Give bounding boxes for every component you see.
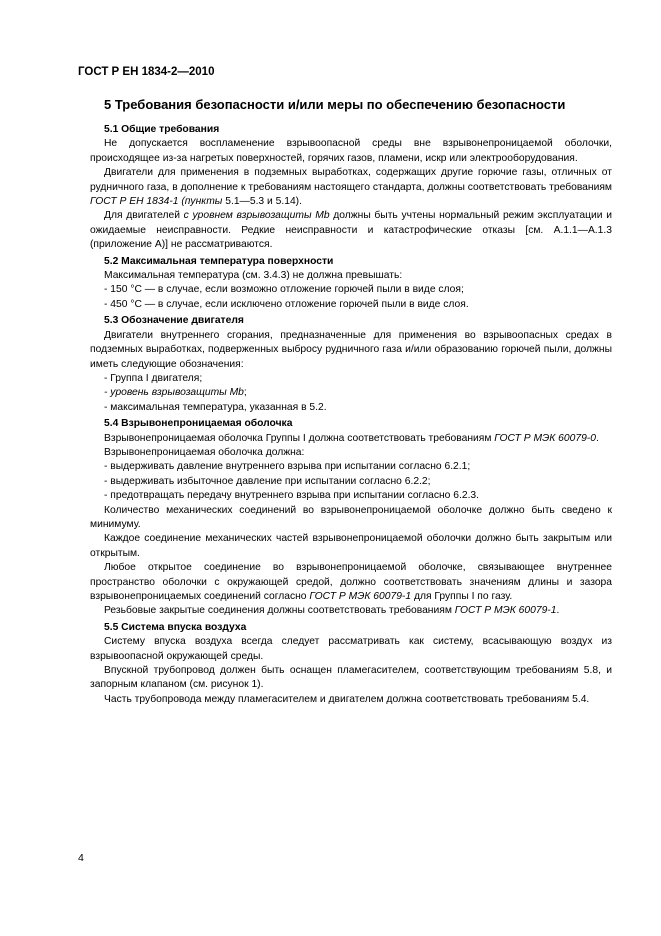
paragraph: Систему впуска воздуха всегда следует рассматривать как систему, всасывающую воздух из взрывоопасной окружающей среды.: [90, 636, 612, 662]
paragraph: [90, 432, 612, 446]
standard-reference: ГОСТ Р МЭК 60079-1: [309, 591, 412, 602]
text: Взрывонепроницаемая оболочка Группы I должна соответствовать требованиям: [104, 432, 495, 444]
list-item: - Группа I двигателя;: [104, 372, 203, 384]
list-item: [104, 386, 612, 400]
list-item: - максимальная температура, указанная в 5.2.: [104, 401, 327, 413]
paragraph: Не допускается воспламенение взрывоопасной среды вне взрывонепроницаемой оболочки, происходящее из-за нагретых поверхностей, горячих газов, пламени, искр или электрооборудования.: [90, 138, 612, 164]
text: Любое открытое соединение во взрывонепроницаемой оболочке, связывающее внутреннее пространство оболочки с окружающей средой, должно соответствовать значениям длины и зазора взрывонепроницаемых соединений согласно: [90, 562, 612, 602]
list-item: - выдерживать избыточное давление при испытании согласно 6.2.2;: [104, 475, 431, 487]
italic-term: с уровнем взрывозащиты Mb: [183, 210, 330, 222]
text: для Группы I по газу.: [411, 591, 513, 602]
paragraph: [90, 166, 612, 209]
list-item: - выдерживать давление внутреннего взрыва при испытании согласно 6.2.1;: [104, 461, 471, 473]
list-item: - 450 °С — в случае, если исключено отложение горючей пыли в виде слоя.: [104, 298, 469, 310]
paragraph: Взрывонепроницаемая оболочка должна:: [104, 446, 305, 458]
paragraph: [90, 561, 612, 604]
standard-reference: ГОСТ Р ЕН 1834-1 (пункты: [90, 196, 223, 208]
paragraph: Количество механических соединений во взрывонепроницаемой оболочке должно быть сведено к минимуму.: [90, 504, 612, 530]
text: Двигатели для применения в подземных выработках, содержащих другие горючие газы, отличных от рудничного газа, в дополнение к требованиям настоящего стандарта, должны соответствовать требованиям: [90, 167, 612, 193]
section-title: 5 Требования безопасности и/или меры по обеспечению безопасности: [104, 97, 566, 112]
subsection-heading-5-2: 5.2 Максимальная температура поверхности: [104, 255, 334, 267]
subsection-heading-5-3: 5.3 Обозначение двигателя: [104, 315, 244, 327]
text: Для двигателей: [104, 210, 184, 222]
list-item: - предотвращать передачу внутреннего взрыва при испытании согласно 6.2.3.: [104, 490, 480, 502]
paragraph: Часть трубопровода между пламегасителем и двигателем должна соответствовать требованиям 5.4.: [104, 693, 590, 705]
page-number: 4: [78, 852, 84, 864]
subsection-heading-5-1: 5.1 Общие требования: [104, 124, 220, 135]
paragraph: Двигатели внутреннего сгорания, предназначенные для применения во взрывоопасных средах в подземных выработках, подверженных выбросу рудничного газа и/или образованию горючей пыли, должны иметь следующие обозначения:: [90, 329, 612, 370]
standard-reference: ГОСТ Р МЭК 60079-1: [454, 605, 557, 617]
paragraph: Впускной трубопровод должен быть оснащен пламегасителем, соответствующим требованиям 5.8, и запорным клапаном (см. рисунок 1).: [90, 665, 612, 691]
italic-term: - уровень взрывозащиты Mb: [104, 387, 244, 399]
document-code: ГОСТ Р ЕН 1834-2—2010: [78, 66, 215, 78]
text: Резьбовые закрытые соединения должны соответствовать требованиям: [104, 605, 455, 617]
paragraph: [90, 209, 612, 252]
page-content: [90, 97, 612, 707]
list-item: - 150 °С — в случае, если возможно отложение горючей пыли в виде слоя;: [104, 284, 464, 296]
text: .: [556, 605, 560, 617]
text: .: [595, 432, 599, 444]
paragraph: Каждое соединение механических частей взрывонепроницаемой оболочки должно быть закрытым или открытым.: [90, 533, 612, 559]
subsection-heading-5-4: 5.4 Взрывонепроницаемая оболочка: [104, 418, 293, 430]
text: ;: [243, 387, 247, 399]
subsection-heading-5-5: 5.5 Система впуска воздуха: [104, 621, 247, 633]
standard-reference: ГОСТ Р МЭК 60079-0: [494, 432, 596, 444]
paragraph: Максимальная температура (см. 3.4.3) не должна превышать:: [104, 270, 403, 282]
paragraph: [90, 604, 612, 618]
text: 5.1—5.3 и 5.14).: [222, 196, 302, 208]
text: должны быть учтены нормальный режим эксплуатации и ожидаемые неисправности. Редкие неисправности и катастрофические отказы [см. А.1.1—А.1.3 (приложение А)] не рассматриваются.: [90, 210, 612, 251]
